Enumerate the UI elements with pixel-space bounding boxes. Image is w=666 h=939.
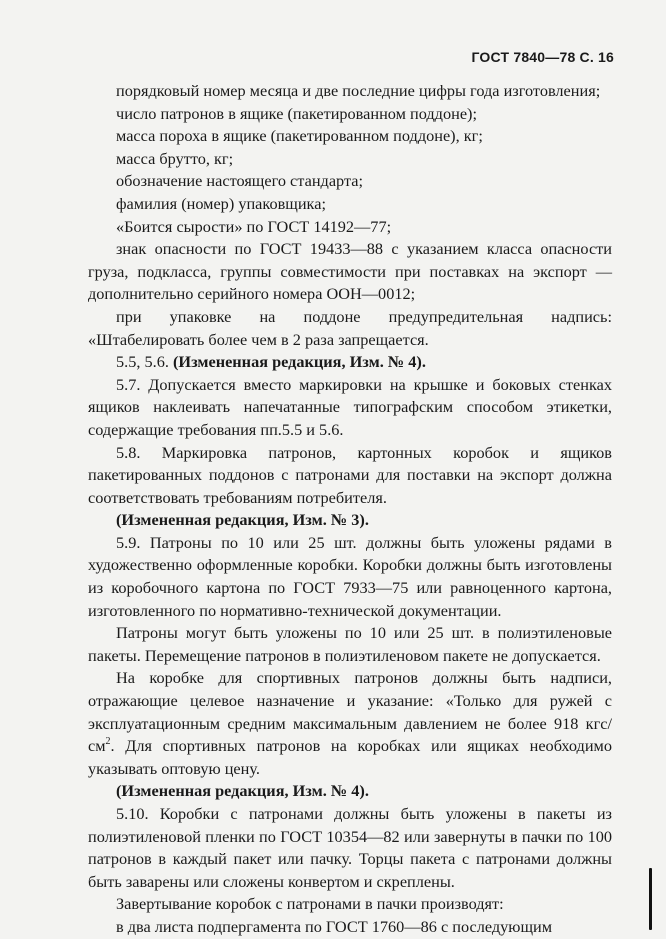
paragraph: порядковый номер месяца и две последние цифры года изготовления; bbox=[116, 81, 601, 100]
paragraph: масса пороха в ящике (пакетированном поддоне), кг; bbox=[116, 126, 483, 146]
paragraph: На коробке для спортивных патронов должны быть надписи, отражающие целевое назначение и указание: «Только для ружей с эксплуатационным средним максимальным давлением не более 918 кгс/$см^2$. Для спортивных патронов на коробках или ящиках необходимо указывать оптовую цену. bbox=[88, 668, 612, 778]
revision-note: (Измененная редакция, Изм. № 4). bbox=[172, 352, 426, 372]
paragraph: фамилия (номер) упаковщика; bbox=[116, 193, 326, 213]
paragraph: 5.8. Маркировка патронов, картонных коробок и ящиков пакетированных поддонов с патронами для поставки на экспорт должна соответствовать требованиям потребителя. bbox=[88, 442, 612, 507]
paragraph: в два листа подпергамента по ГОСТ 1760—86 с последующим bbox=[116, 916, 553, 936]
paragraph: Завертывание коробок с патронами в пачки производят: bbox=[116, 894, 504, 914]
paragraph: 5.10. Коробки с патронами должны быть уложены в пакеты из полиэтиленовой пленки по ГОСТ 10354—82 или завернуты в пачки по 100 патронов в каждый пакет или пачку. Торцы пакета с патронами должны быть заварены или сложены конвертом и скреплены. bbox=[88, 804, 612, 891]
paragraph: обозначение настоящего стандарта; bbox=[116, 171, 364, 191]
revision-note: (Измененная редакция, Изм. № 3). bbox=[116, 510, 369, 530]
superscript: 2 bbox=[105, 735, 111, 747]
paragraph: число патронов в ящике (пакетированном поддоне); bbox=[116, 103, 477, 123]
clause-number: 5.5, 5.6. bbox=[116, 352, 173, 372]
page-header: ГОСТ 7840—78 С. 16 bbox=[471, 49, 614, 65]
paragraph: Патроны могут быть уложены по 10 или 25 шт. в полиэтиленовые пакеты. Перемещение патронов в полиэтиленовом пакете не допускается. bbox=[88, 623, 612, 665]
document-body bbox=[88, 80, 612, 939]
paragraph: «Боится сырости» по ГОСТ 14192—77; bbox=[116, 216, 392, 236]
paragraph: масса брутто, кг; bbox=[116, 148, 234, 168]
paragraph: при упаковке на поддоне предупредительная надпись: «Штабелировать более чем в 2 раза запрещается. bbox=[88, 306, 612, 349]
paragraph-revision-note bbox=[88, 351, 612, 374]
revision-note: (Измененная редакция, Изм. № 4). bbox=[116, 781, 369, 801]
paragraph: 5.7. Допускается вместо маркировки на крышке и боковых стенках ящиков наклеивать напечатанные типографским способом этикетки, содержащие требования пп.5.5 и 5.6. bbox=[88, 374, 612, 439]
paragraph: знак опасности по ГОСТ 19433—88 с указанием класса опасности груза, подкласса, группы совместимости при поставках на экспорт — дополнительно серийного номера ООН—0012; bbox=[88, 239, 612, 304]
scan-edge-mark bbox=[649, 868, 652, 930]
paragraph: 5.9. Патроны по 10 или 25 шт. должны быть уложены рядами в художественно оформленные коробки. Коробки должны быть изготовлены из коробочного картона по ГОСТ 7933—75 или равноценного картона, изготовленного по нормативно-технической документации. bbox=[88, 532, 612, 620]
